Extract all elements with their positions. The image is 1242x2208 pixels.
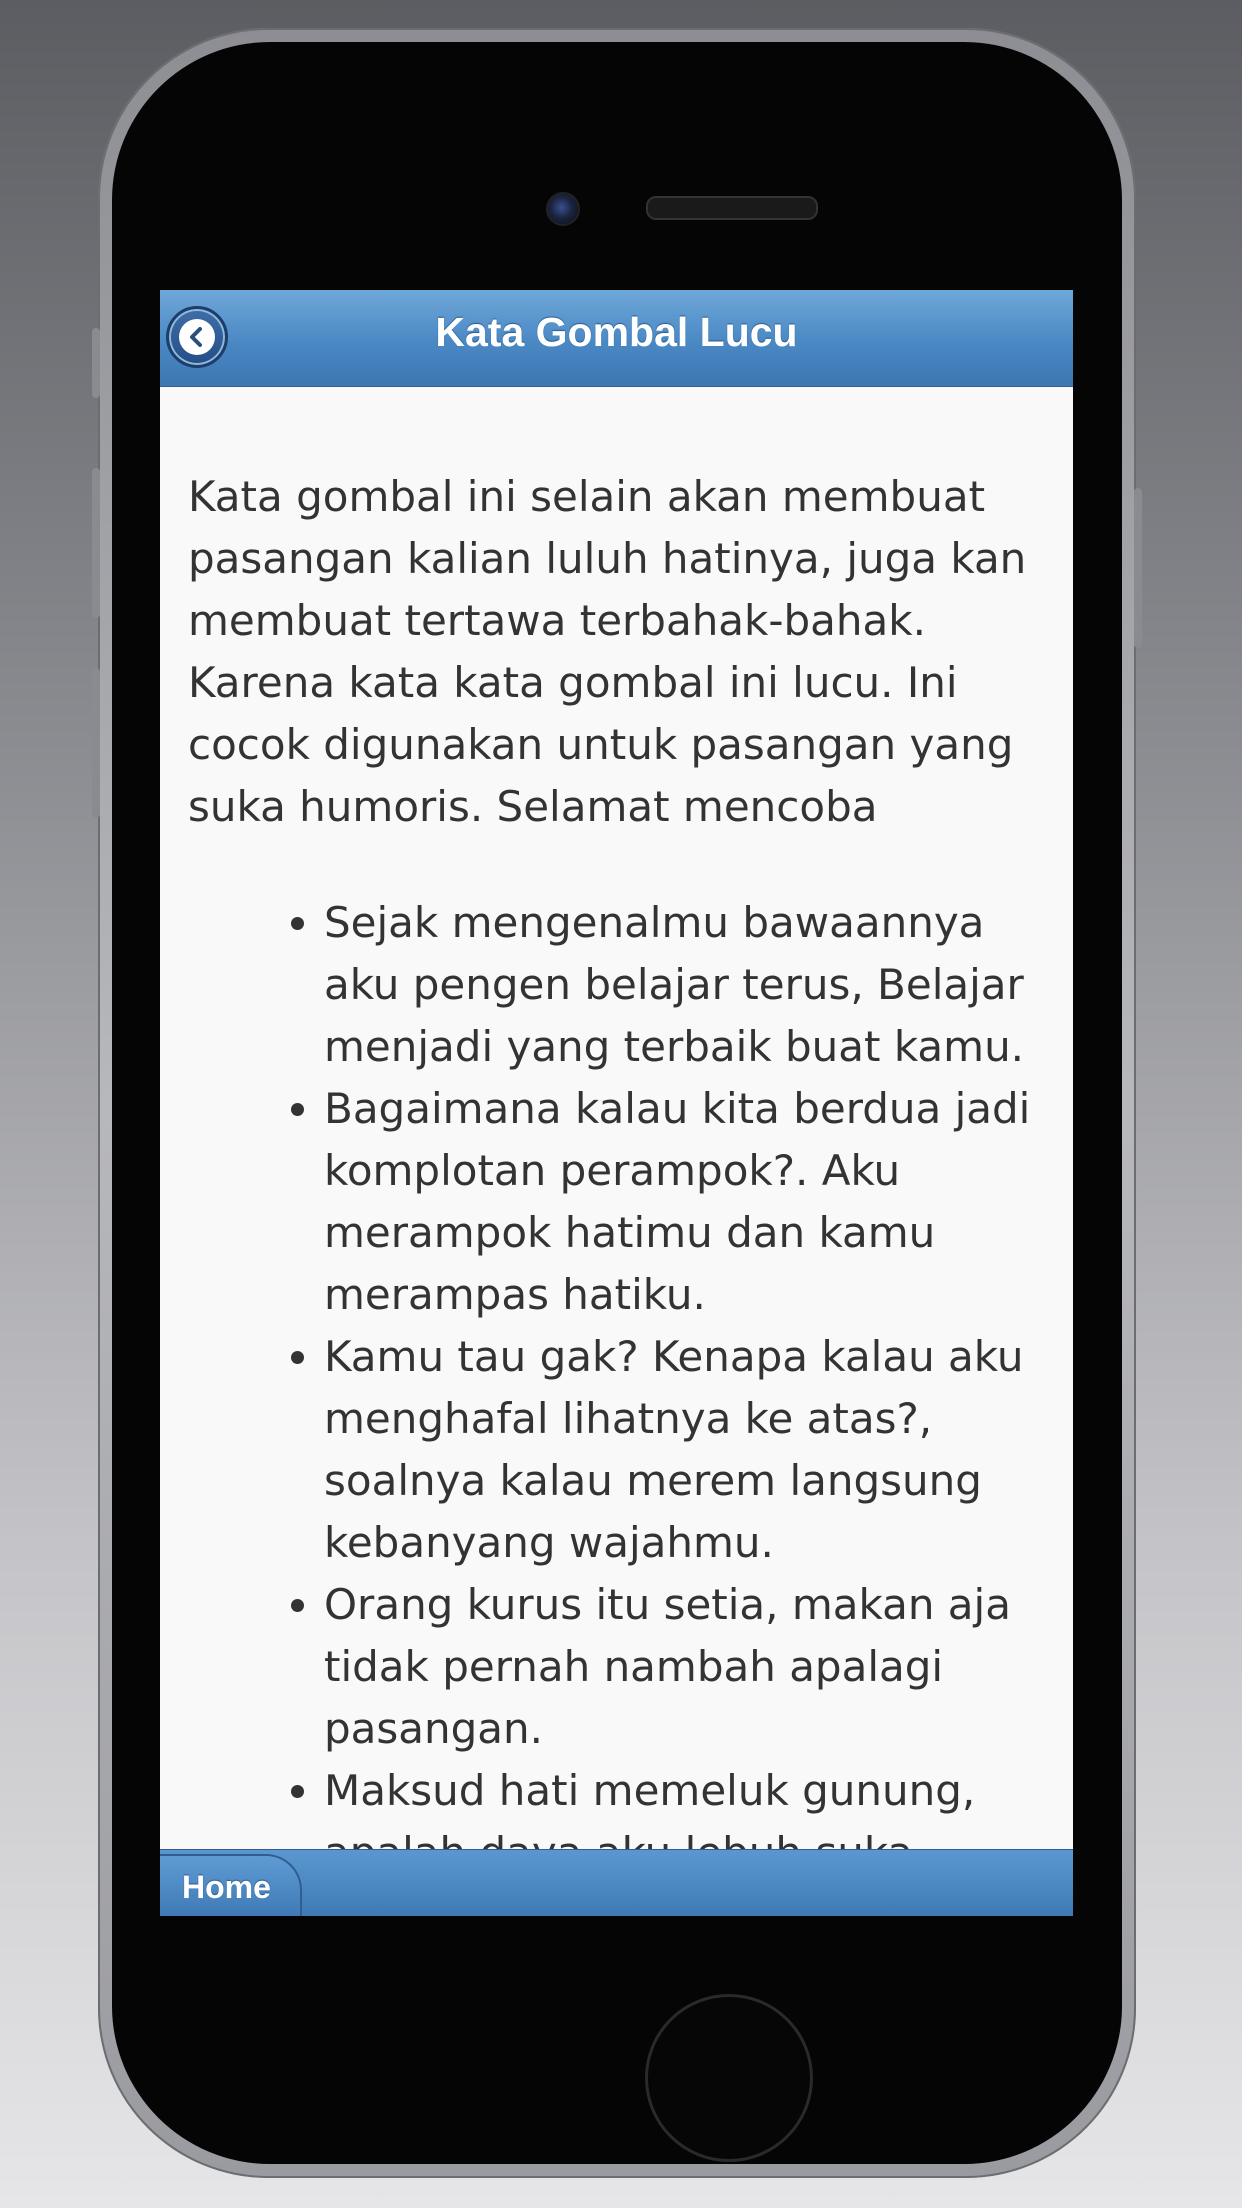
gombal-list bbox=[188, 892, 1033, 1884]
home-hardware-button[interactable] bbox=[645, 1994, 813, 2162]
front-camera bbox=[546, 192, 580, 226]
app-screen bbox=[160, 290, 1073, 1916]
volume-up-button bbox=[92, 468, 100, 618]
mute-switch bbox=[92, 328, 100, 398]
footer-bar bbox=[160, 1849, 1073, 1916]
list-item: • Bagaimana kalau kita berdua jadi komplotan perampok?. Aku merampok hatimu dan kamu merampas hatiku. bbox=[324, 1078, 1033, 1326]
list-item: • Maksud hati memeluk gunung, bbox=[324, 1760, 1033, 1884]
volume-down-button bbox=[92, 668, 100, 818]
power-button bbox=[1134, 488, 1142, 648]
page-title: Kata Gombal Lucu bbox=[435, 309, 798, 355]
article-content bbox=[188, 466, 1033, 1884]
list-item: • Kamu tau gak? Kenapa kalau aku menghafal lihatnya ke atas?, soalnya kalau merem langsung kebanyang wajahmu. bbox=[324, 1326, 1033, 1574]
list-item: • Orang kurus itu setia, makan aja tidak pernah nambah apalagi pasangan. bbox=[324, 1574, 1033, 1760]
list-item: • Sejak mengenalmu bawaannya aku pengen belajar terus, Belajar menjadi yang terbaik buat kamu. bbox=[324, 892, 1033, 1078]
intro-paragraph: Kata gombal ini selain akan membuat pasangan kalian luluh hatinya, juga kan membuat tertawa terbahak-bahak. Karena kata kata gombal ini lucu. Ini cocok digunakan untuk pasangan yang suka humoris. Selamat mencoba bbox=[188, 472, 1027, 831]
earpiece-speaker bbox=[646, 196, 818, 220]
header-bar bbox=[160, 290, 1073, 387]
home-button[interactable]: Home bbox=[160, 1854, 302, 1916]
